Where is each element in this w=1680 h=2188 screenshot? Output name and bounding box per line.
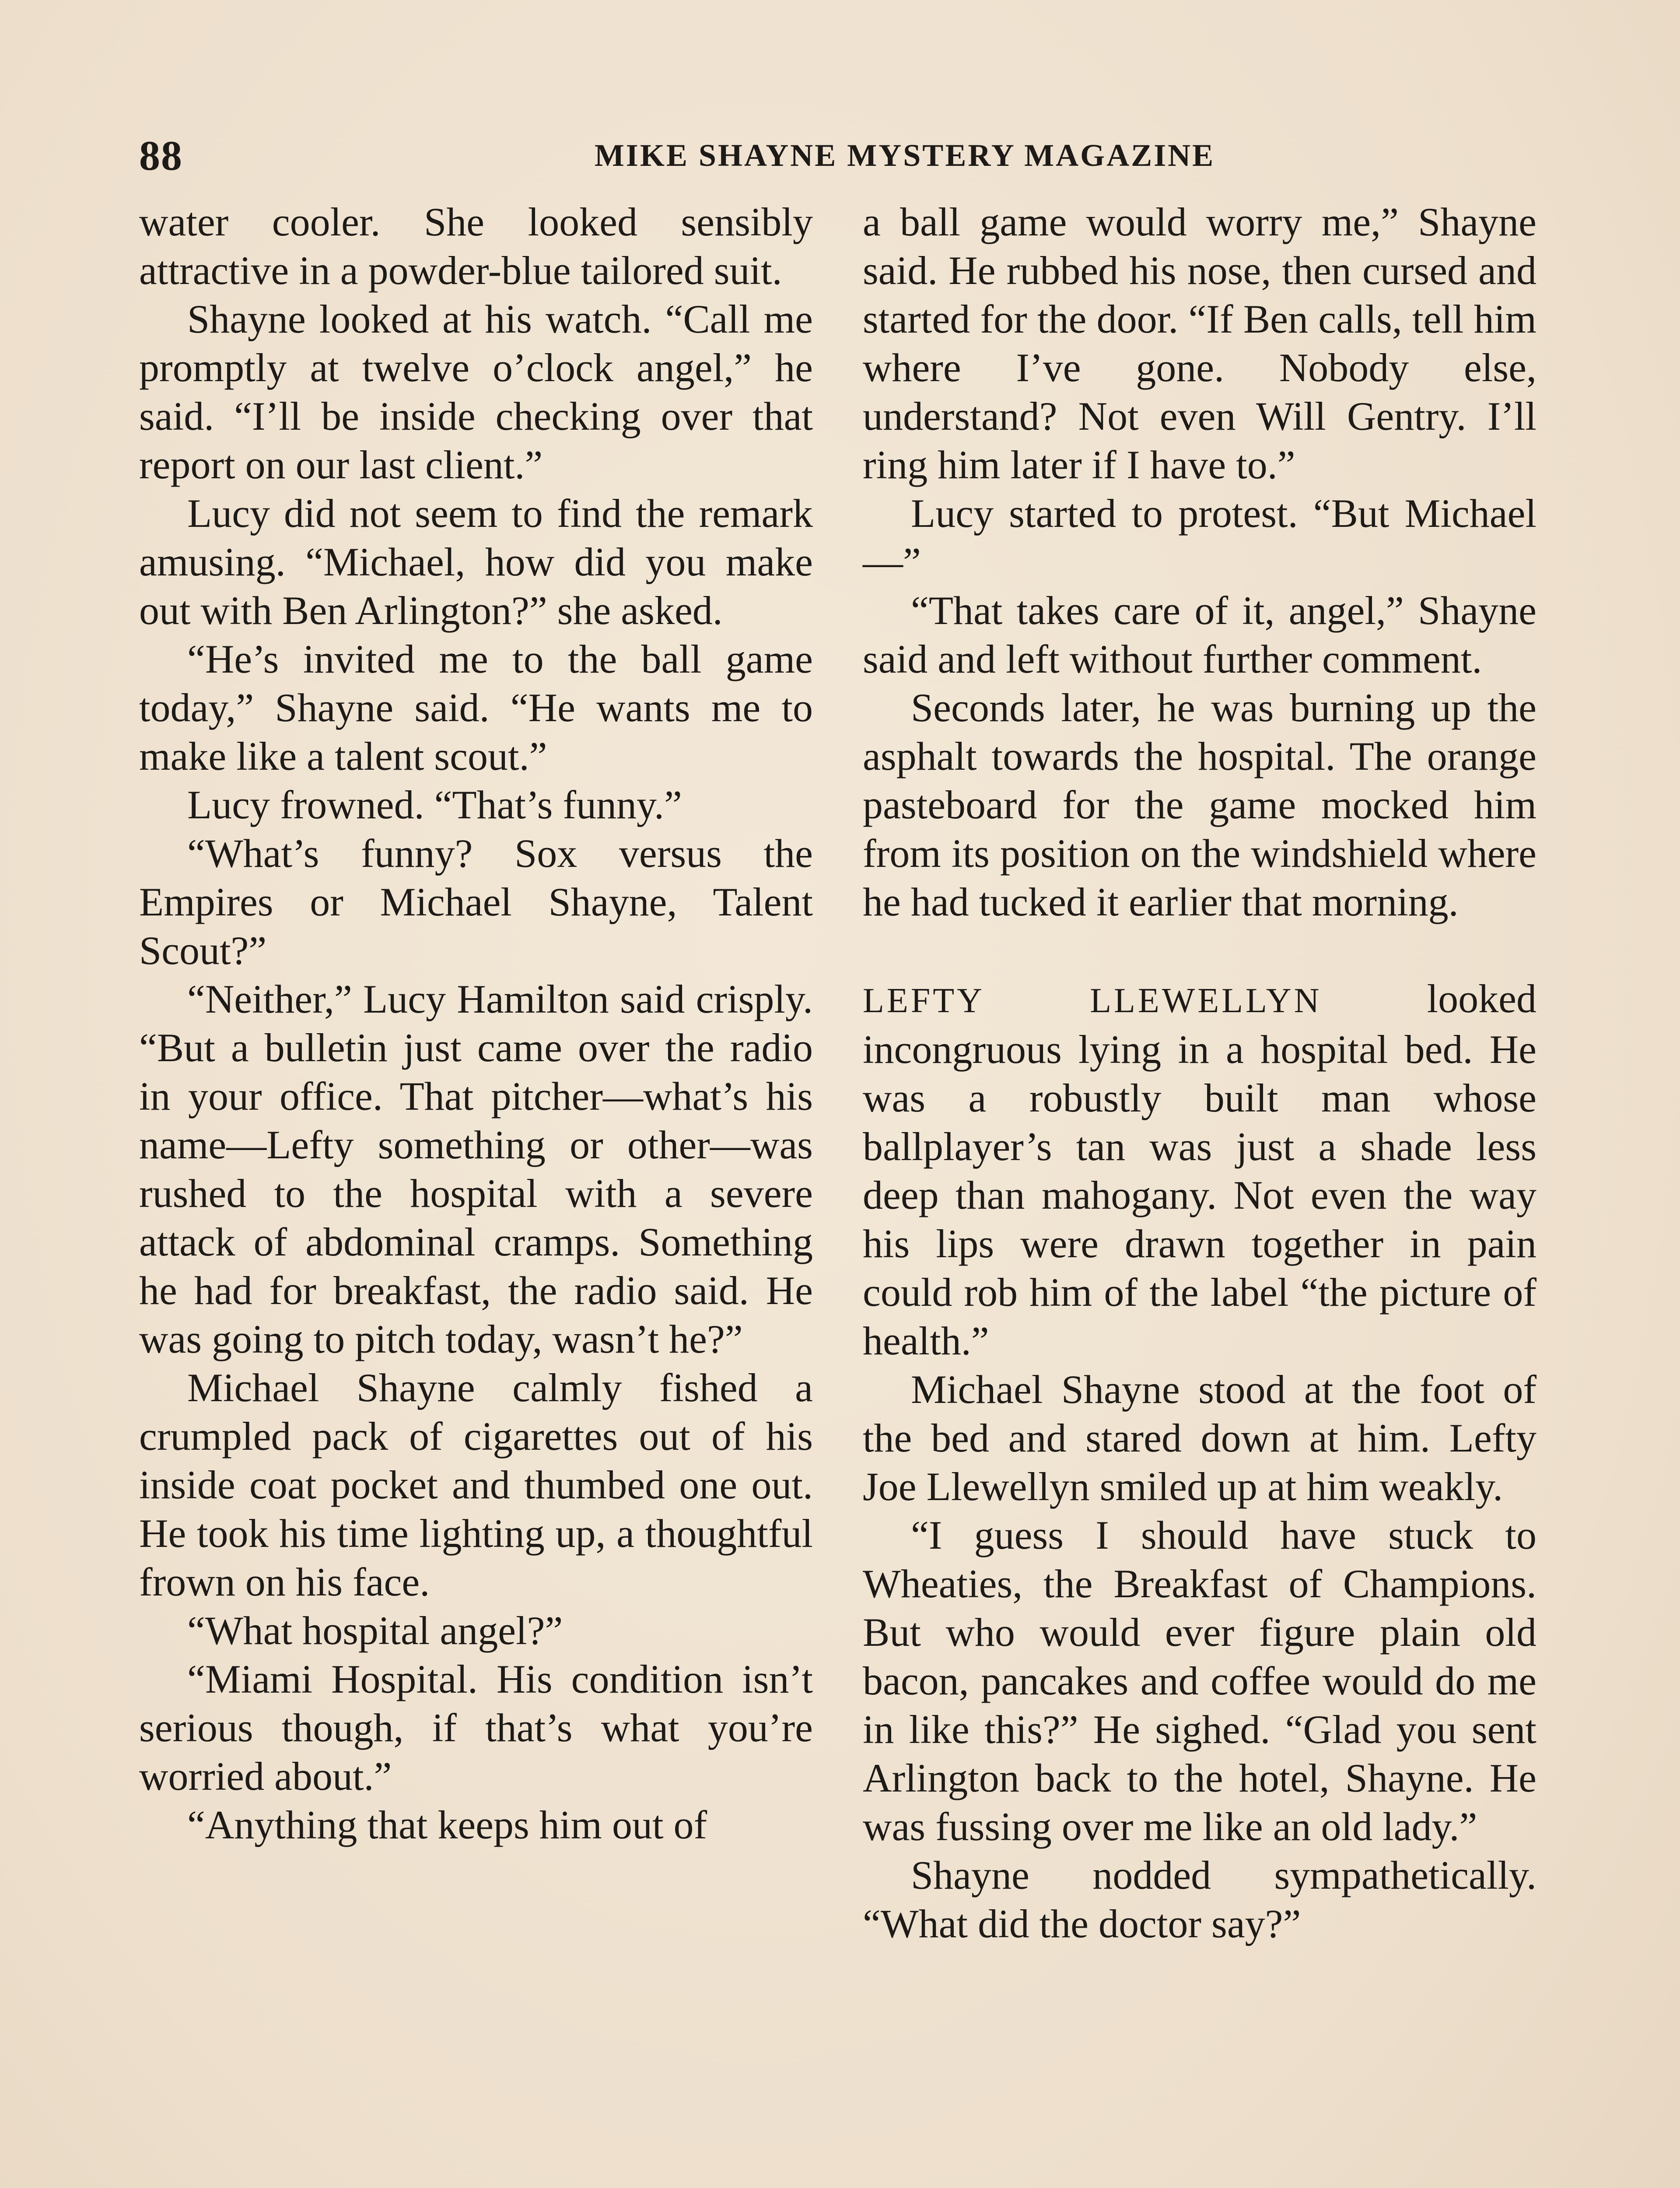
paragraph: Seconds later, he was burning up the asphalt towards the hospital. The orange pasteboard for the game mocked him from its position on the windshield where he had tucked it earlier that morning.	[863, 685, 1536, 924]
paragraph: “I guess I should have stuck to Wheaties, the Breakfast of Champions. But who would ever figure plain old bacon, pancakes and coffee would do me in like this?” He sighed. “Glad you sent Arlington back to the hotel, Shayne. He was fussing over me like an old lady.”	[863, 1513, 1536, 1849]
paragraph: “What’s funny? Sox versus the Empires or Michael Shayne, Talent Scout?”	[139, 831, 813, 973]
right-column	[863, 198, 1536, 1948]
paragraph: “He’s invited me to the ball game today,” Shayne said. “He wants me to make like a talent scout.”	[139, 637, 813, 778]
paragraph: Michael Shayne calmly fished a crumpled pack of cigarettes out of his inside coat pocket and thumbed one out. He took his time lighting up, a thoughtful frown on his face.	[139, 1365, 813, 1604]
section-start-paragraph	[863, 975, 1536, 1365]
paragraph: Michael Shayne stood at the foot of the bed and stared down at him. Lefty Joe Llewellyn smiled up at him weakly.	[863, 1367, 1536, 1509]
paragraph: “Neither,” Lucy Hamilton said crisply. “But a bulletin just came over the radio in your office. That pitcher—what’s his name—Lefty something or other—was rushed to the hospital with a severe attack of abdominal cramps. Something he had for breakfast, the radio said. He was going to pitch today, wasn’t he?”	[139, 977, 813, 1361]
paragraph: “That takes care of it, angel,” Shayne said and left without further comment.	[863, 588, 1536, 681]
paragraph: “Miami Hospital. His condition isn’t serious though, if that’s what you’re worried about.”	[139, 1657, 813, 1799]
section-lead-text: looked incongruous lying in a hospital bed. He was a robustly built man whose ballplayer’s tan was just a shade less deep than mahogany. Not even the way his lips were drawn together in pain could rob him of the label “the picture of health.”	[863, 976, 1536, 1363]
paragraph: “Anything that keeps him out of	[187, 1802, 707, 1847]
page-number: 88	[139, 132, 183, 179]
paragraph: Lucy started to protest. “But Michael—”	[863, 491, 1536, 584]
paragraph: Lucy frowned. “That’s funny.”	[187, 782, 682, 827]
paragraph: water cooler. She looked sensibly attractive in a powder-blue tailored suit.	[139, 200, 813, 293]
section-lead-in: LEFTY LLEWELLYN	[863, 982, 1322, 1020]
paragraph: “What hospital angel?”	[187, 1608, 563, 1653]
paragraph: Shayne looked at his watch. “Call me promptly at twelve o’clock angel,” he said. “I’ll be inside checking over that report on our last client.”	[139, 297, 813, 487]
page-header	[139, 131, 1539, 184]
paragraph: Lucy did not seem to find the remark amusing. “Michael, how did you make out with Ben Arlington?” she asked.	[139, 491, 813, 633]
running-title: MIKE SHAYNE MYSTERY MAGAZINE	[594, 138, 1215, 173]
paragraph: a ball game would worry me,” Shayne said. He rubbed his nose, then cursed and started for the door. “If Ben calls, tell him where I’ve gone. Nobody else, understand? Not even Will Gentry. I’ll ring him later if I have to.”	[863, 200, 1536, 487]
left-column	[139, 198, 813, 1849]
paragraph: Shayne nodded sympathetically. “What did the doctor say?”	[863, 1853, 1536, 1946]
